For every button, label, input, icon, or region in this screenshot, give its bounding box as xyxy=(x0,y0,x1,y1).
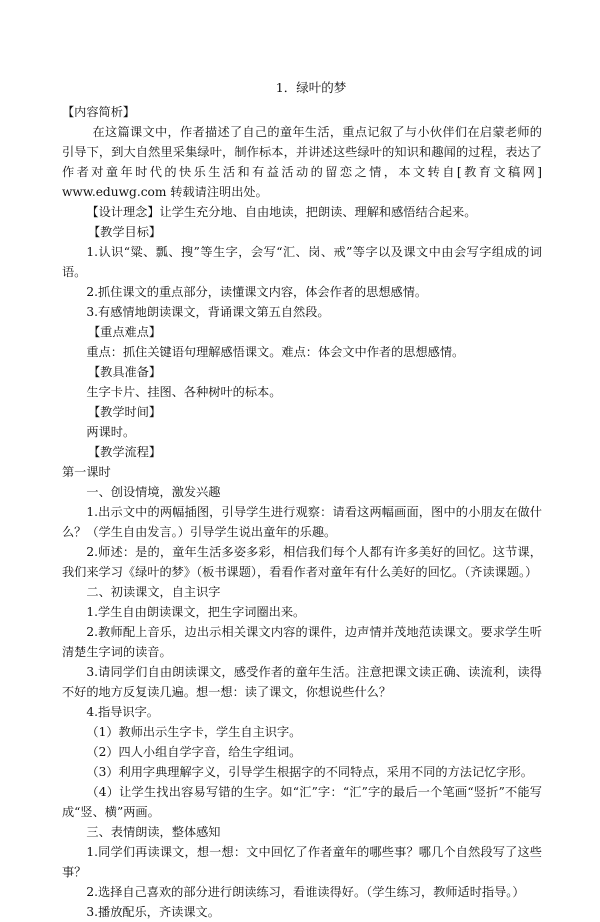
step-1-paragraph-2: 2.师述：是的，童年生活多姿多彩，相信我们每个人都有许多美好的回忆。这节课，我们来学习《绿叶的梦》（板书课题），看看作者对童年有什么美好的回忆。（齐读课题。） xyxy=(62,545,542,579)
key-points-text: 重点：抓住关键语句理解感悟课文。难点：体会文中作者的思想感情。 xyxy=(86,345,465,359)
step-3-heading: 三、表情朗读，整体感知 xyxy=(86,825,221,839)
step-3-paragraph-1: 1.同学们再读课文，想一想：文中回忆了作者童年的哪些事？哪几个自然段写了这些事？ xyxy=(62,845,542,879)
content-summary-heading: 【内容简析】 xyxy=(62,105,136,119)
step-1-heading: 一、创设情境，激发兴趣 xyxy=(86,485,221,499)
step-2-sub-3: （3）利用字典理解字义，引导学生根据字的不同特点，采用不同的方法记忆字形。 xyxy=(86,765,533,779)
step-1-paragraph-1: 1.出示文中的两幅插图，引导学生进行观察：请看这两幅画面，图中的小朋友在做什么？（学生自由发言。）引导学生说出童年的乐趣。 xyxy=(62,505,542,539)
step-2-sub-1: （1）教师出示生字卡，学生自主识字。 xyxy=(86,725,302,739)
goals-heading: 【教学目标】 xyxy=(88,225,162,239)
tools-text: 生字卡片、挂图、各种树叶的标本。 xyxy=(86,385,282,399)
step-2-paragraph-4: 4.指导识字。 xyxy=(86,705,159,719)
step-2-paragraph-1: 1.学生自由朗读课文，把生字词圈出来。 xyxy=(86,605,306,619)
key-points-heading: 【重点难点】 xyxy=(88,325,162,339)
page-title: 1．绿叶的梦 xyxy=(275,80,347,95)
goal-2: 2.抓住课文的重点部分，读懂课文内容，体会作者的思想感情。 xyxy=(86,285,428,299)
step-3-paragraph-2: 2.选择自己喜欢的部分进行朗读练习，看谁读得好。（学生练习，教师适时指导。） xyxy=(86,885,525,899)
goal-3: 3.有感情地朗读课文，背诵课文第五自然段。 xyxy=(86,305,330,319)
lesson-1-heading: 第一课时 xyxy=(62,465,111,479)
step-2-sub-2: （2）四人小组自学字音，给生字组词。 xyxy=(86,745,302,759)
document-page xyxy=(62,78,542,922)
time-text: 两课时。 xyxy=(86,425,136,439)
tools-heading: 【教具准备】 xyxy=(88,365,162,379)
time-heading: 【教学时间】 xyxy=(88,405,162,419)
design-idea-paragraph: 【设计理念】让学生充分地、自由地读，把朗读、理解和感悟结合起来。 xyxy=(86,205,477,219)
goal-1: 1.认识“粱、瓢、搜”等生字，会写“汇、岗、戒”等字以及课文中由会写字组成的词语。 xyxy=(62,245,542,279)
step-2-paragraph-3: 3.请同学们自由朗读课文，感受作者的童年生活。注意把课文读正确、读流利，读得不好的地方反复读几遍。想一想：读了课文，你想说些什么？ xyxy=(62,665,542,699)
step-3-paragraph-3: 3.播放配乐，齐读课文。 xyxy=(86,905,220,919)
step-2-heading: 二、初读课文，自主识字 xyxy=(86,585,221,599)
step-2-paragraph-2: 2.教师配上音乐，边出示相关课文内容的课件，边声情并茂地范读课文。要求学生听清楚生字词的读音。 xyxy=(62,625,542,659)
content-summary-paragraph: 在这篇课文中，作者描述了自己的童年生活，重点记叙了与小伙伴们在启蒙老师的引导下，到大自然里采集绿叶，制作标本，并讲述这些绿叶的知识和趣闻的过程，表达了作者对童年时代的快乐生活和有益活动的留恋之情，本文转自[教育文稿网] www.eduwg.com 转载请注明出处。 xyxy=(62,125,542,199)
step-2-sub-4: （4）让学生找出容易写错的生字。如“汇”字：“汇”字的最后一个笔画“竖折”不能写成“竖、横”两画。 xyxy=(62,785,542,819)
flow-heading: 【教学流程】 xyxy=(88,445,162,459)
